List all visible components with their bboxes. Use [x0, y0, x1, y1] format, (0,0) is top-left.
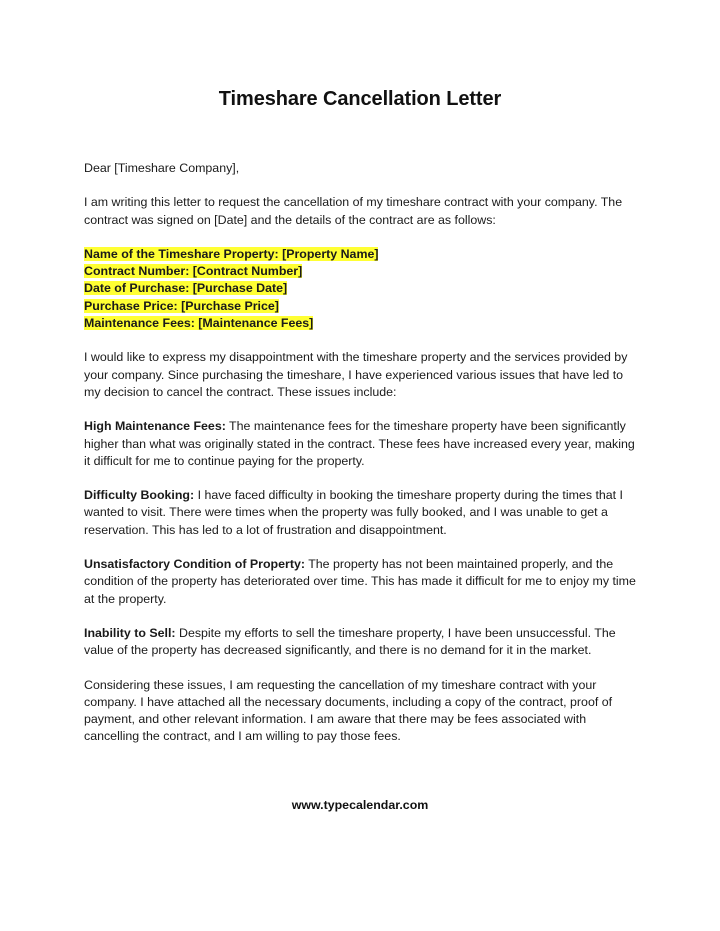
closing-paragraph: Considering these issues, I am requesting the cancellation of my timeshare contract with your company. I have attached all the necessary documents, including a copy of the contract, proof of payment, and other relevant information. I am aware that there may be fees associated with cancelling the contract, and I am willing to pay those fees.	[84, 677, 613, 744]
detail-maintenance-fees: Maintenance Fees: [Maintenance Fees]	[84, 316, 314, 331]
detail-line	[84, 298, 640, 315]
issue-text: The property has not been maintained properly, and the condition of the property has deteriorated over time. This has made it difficult for me to enjoy my time at the property.	[84, 557, 636, 606]
issue-paragraph	[84, 625, 640, 660]
detail-line	[84, 246, 640, 263]
issue-paragraph	[84, 556, 640, 608]
salutation: Dear [Timeshare Company],	[84, 161, 240, 175]
issue-text: The maintenance fees for the timeshare property have been significantly higher than what was originally stated in the contract. These fees have increased every year, making it difficult for me to continue paying for the property.	[84, 419, 635, 468]
detail-line	[84, 315, 640, 332]
issue-heading: Inability to Sell:	[84, 625, 176, 640]
issue-text: Despite my efforts to sell the timeshare property, I have been unsuccessful. The value of the property has decreased significantly, and there is no demand for it in the market.	[84, 625, 616, 658]
letter-body	[84, 160, 640, 763]
detail-line	[84, 263, 640, 280]
detail-contract-number: Contract Number: [Contract Number]	[84, 264, 303, 279]
issue-text: I have faced difficulty in booking the timeshare property during the times that I wanted to visit. There were times when the property was fully booked, and I was unable to get a reservation. This has led to a lot of frustration and disappointment.	[84, 488, 624, 537]
detail-line	[84, 280, 640, 297]
issue-paragraph	[84, 418, 640, 470]
issue-heading: High Maintenance Fees:	[84, 419, 226, 434]
contract-details	[84, 246, 640, 332]
detail-purchase-date: Date of Purchase: [Purchase Date]	[84, 281, 288, 296]
intro-paragraph: I am writing this letter to request the cancellation of my timeshare contract with your company. The contract was signed on [Date] and the details of the contract are as follows:	[84, 195, 623, 227]
issue-paragraph	[84, 487, 640, 539]
disappointment-paragraph: I would like to express my disappointment with the timeshare property and the services provided by your company. Since purchasing the timeshare, I have experienced various issues that have led to my decision to cancel the contract. These issues include:	[84, 350, 628, 399]
detail-property-name: Name of the Timeshare Property: [Property Name]	[84, 246, 379, 261]
document-title: Timeshare Cancellation Letter	[218, 88, 502, 110]
footer-website: www.typecalendar.com	[291, 798, 429, 812]
issue-heading: Difficulty Booking:	[84, 488, 195, 503]
issue-heading: Unsatisfactory Condition of Property:	[84, 557, 305, 572]
detail-purchase-price: Purchase Price: [Purchase Price]	[84, 298, 279, 313]
